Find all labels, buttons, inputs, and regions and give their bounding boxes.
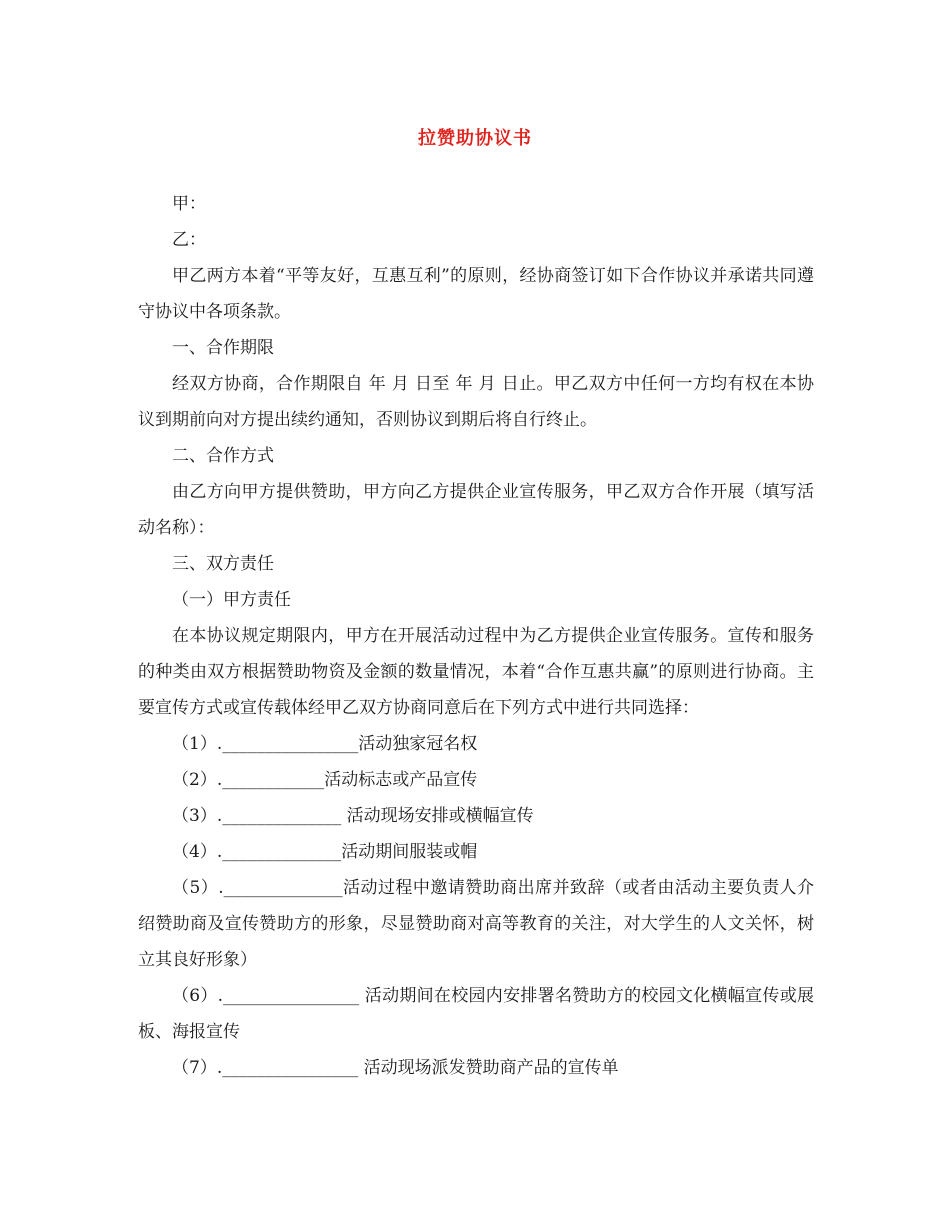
document-title: 拉赞助协议书 xyxy=(418,128,532,149)
list-item-1: （1）.________________活动独家冠名权 xyxy=(172,734,478,754)
section-heading-term: 一、合作期限 xyxy=(172,338,274,358)
list-item-3: （3）.______________ 活动现场安排或横幅宣传 xyxy=(172,806,534,826)
subsection-heading-party-a: （一）甲方责任 xyxy=(172,590,291,610)
party-a-line: 甲： xyxy=(172,194,206,214)
section-heading-method: 二、合作方式 xyxy=(172,446,274,466)
term-paragraph: 经双方协商，合作期限自 年 月 日至 年 月 日止。甲乙双方中任何一方均有权在本协议到期前向对方提出续约通知，否则协议到期后将自行终止。 xyxy=(138,374,814,430)
method-paragraph: 由乙方向甲方提供赞助，甲方向乙方提供企业宣传服务，甲乙双方合作开展（填写活动名称）： xyxy=(138,482,814,538)
section-heading-responsibility: 三、双方责任 xyxy=(172,554,274,574)
party-b-line: 乙： xyxy=(172,230,206,250)
list-item-2: （2）.____________活动标志或产品宣传 xyxy=(172,770,478,790)
list-item-6: （6）.________________ 活动期间在校园内安排署名赞助方的校园文化横幅宣传或展板、海报宣传 xyxy=(138,986,814,1042)
party-a-responsibility-paragraph: 在本协议规定期限内，甲方在开展活动过程中为乙方提供企业宣传服务。宣传和服务的种类由双方根据赞助物资及金额的数量情况，本着“合作互惠共赢”的原则进行协商。主要宣传方式或宣传载体经甲乙双方协商同意后在下列方式中进行共同选择： xyxy=(138,626,814,718)
list-item-5: （5）.______________活动过程中邀请赞助商出席并致辞（或者由活动主要负责人介绍赞助商及宣传赞助方的形象，尽显赞助商对高等教育的关注，对大学生的人文关怀，树立其良好形象） xyxy=(138,878,814,970)
list-item-4: （4）.______________活动期间服装或帽 xyxy=(172,842,478,862)
list-item-7: （7）.________________ 活动现场派发赞助商产品的宣传单 xyxy=(172,1058,619,1078)
preamble-paragraph: 甲乙两方本着“平等友好，互惠互利”的原则，经协商签订如下合作协议并承诺共同遵守协议中各项条款。 xyxy=(138,266,814,322)
document-body xyxy=(138,186,814,1086)
